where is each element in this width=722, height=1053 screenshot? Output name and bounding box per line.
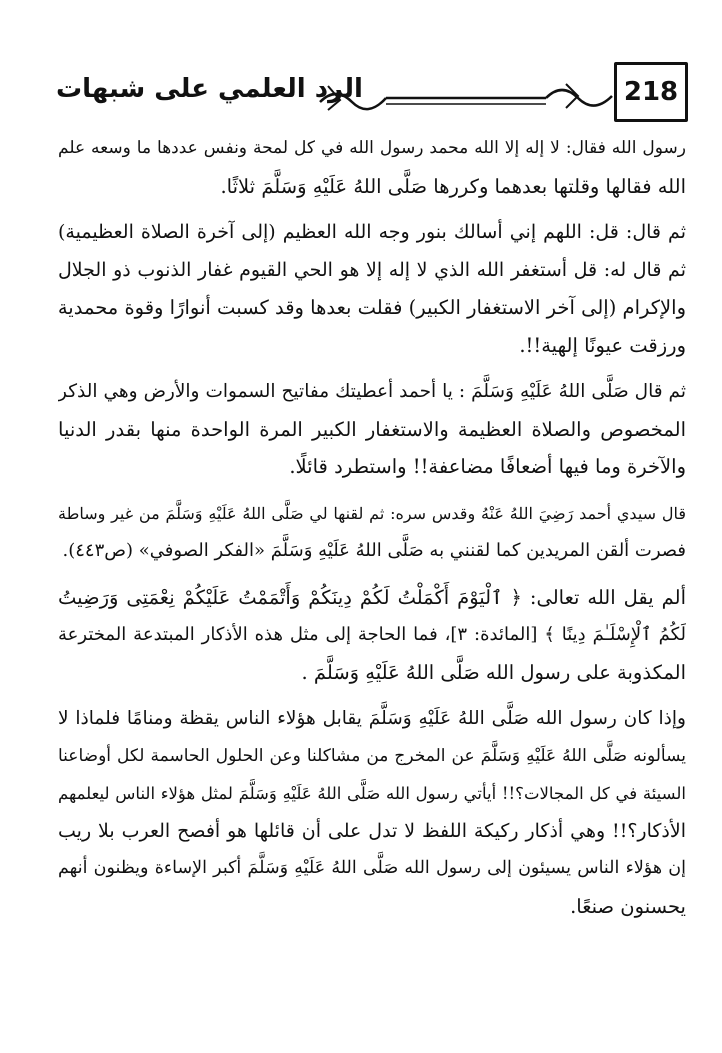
text-line: لَكُمُ ٱلْإِسْلَـٰمَ دِينًا ﴾ [المائدة: ٣]، فما الحاجة إلى مثل هذه الأذكار المبتدعة المخترعة [58, 624, 686, 645]
running-title: الرد العلمي على شبهات [56, 74, 363, 104]
text-line: والآخرة وما فيها أضعافًا مضاعفة!! واستطرد قائلًا. [289, 455, 686, 478]
text-line: وإذا كان رسول الله صَلَّى اللهُ عَلَيْهِ وَسَلَّمَ يقابل هؤلاء الناس يقظة ومنامًا فلماذا لا [58, 708, 686, 729]
paragraph [58, 700, 686, 925]
page-header [56, 62, 688, 124]
text-line: ورزقت عيونًا إلهية!!. [519, 333, 686, 357]
text-line: قال سيدي أحمد رَضِيَ اللهُ عَنْهُ وقدس سره: ثم لقنها لي صَلَّى اللهُ عَلَيْهِ وَسَلَّمَ من غير وساطة [58, 503, 686, 523]
text-line: ثم قال له: قل أستغفر الله الذي لا إله إلا هو الحي القيوم غفار الذنوب ذو الجلال [58, 258, 686, 281]
text-line: يسألونه صَلَّى اللهُ عَلَيْهِ وَسَلَّمَ عن المخرج من مشاكلنا وعن الحلول الحاسمة لكل أوضاعنا [58, 745, 686, 766]
paragraph [58, 214, 686, 364]
text-line: ثم قال صَلَّى اللهُ عَلَيْهِ وَسَلَّمَ : يا أحمد أعطيتك مفاتيح السموات والأرض وهي الذكر [58, 381, 686, 402]
quran-line: ألم يقل الله تعالى: ﴿ ٱلْيَوْمَ أَكْمَلْتُ لَكُمْ دِينَكُمْ وَأَتْمَمْتُ عَلَيْكُمْ نِعْمَتِى وَرَضِيتُ [58, 585, 686, 609]
text-line: السيئة في كل المجالات؟!! أيأتي رسول الله صَلَّى اللهُ عَلَيْهِ وَسَلَّمَ لمثل هؤلاء الناس ليعلمهم [58, 784, 686, 803]
text-line: رسول الله فقال: لا إله إلا الله محمد رسول الله في كل لمحة ونفس عددها ما وسعه علم [58, 138, 686, 158]
text-line: يحسنون صنعًا. [570, 894, 686, 918]
page-body [58, 130, 686, 925]
text-line: المخصوص والصلاة العظيمة والاستغفار الكبير المرة الواحدة منها بقدر الدنيا [58, 417, 686, 441]
paragraph [58, 130, 686, 205]
paragraph [58, 373, 686, 486]
text-line: إن هؤلاء الناس يسيئون إلى رسول الله صَلَّى اللهُ عَلَيْهِ وَسَلَّمَ أكبر الإساءة ويظنون أنهم [58, 858, 686, 878]
text-line: الله فقالها وقلتها بعدهما وكررها صَلَّى اللهُ عَلَيْهِ وَسَلَّمَ ثلاثًا. [220, 174, 686, 198]
text-line: ثم قال: قل: اللهم إني أسالك بنور وجه الله العظيم (إلى آخرة الصلاة العظيمية) [58, 221, 686, 243]
paragraph [58, 579, 686, 692]
text-line: والإكرام (إلى آخر الاستغفار الكبير) فقلت بعدها وقد كسبت أنوارًا وقوة محمدية [58, 296, 686, 319]
text-line: المكذوبة على رسول الله صَلَّى اللهُ عَلَيْهِ وَسَلَّمَ . [301, 660, 686, 684]
page-number: 218 [614, 62, 688, 122]
text-line: فصرت ألقن المريدين كما لقنني به صَلَّى اللهُ عَلَيْهِ وَسَلَّمَ «الفكر الصوفي» (ص٤٤٣). [62, 540, 686, 561]
paragraph [58, 495, 686, 570]
text-line: الأذكار؟!! وهي أذكار ركيكة اللفظ لا تدل على أن قائلها هو أفصح العرب بلا ريب [58, 819, 686, 842]
